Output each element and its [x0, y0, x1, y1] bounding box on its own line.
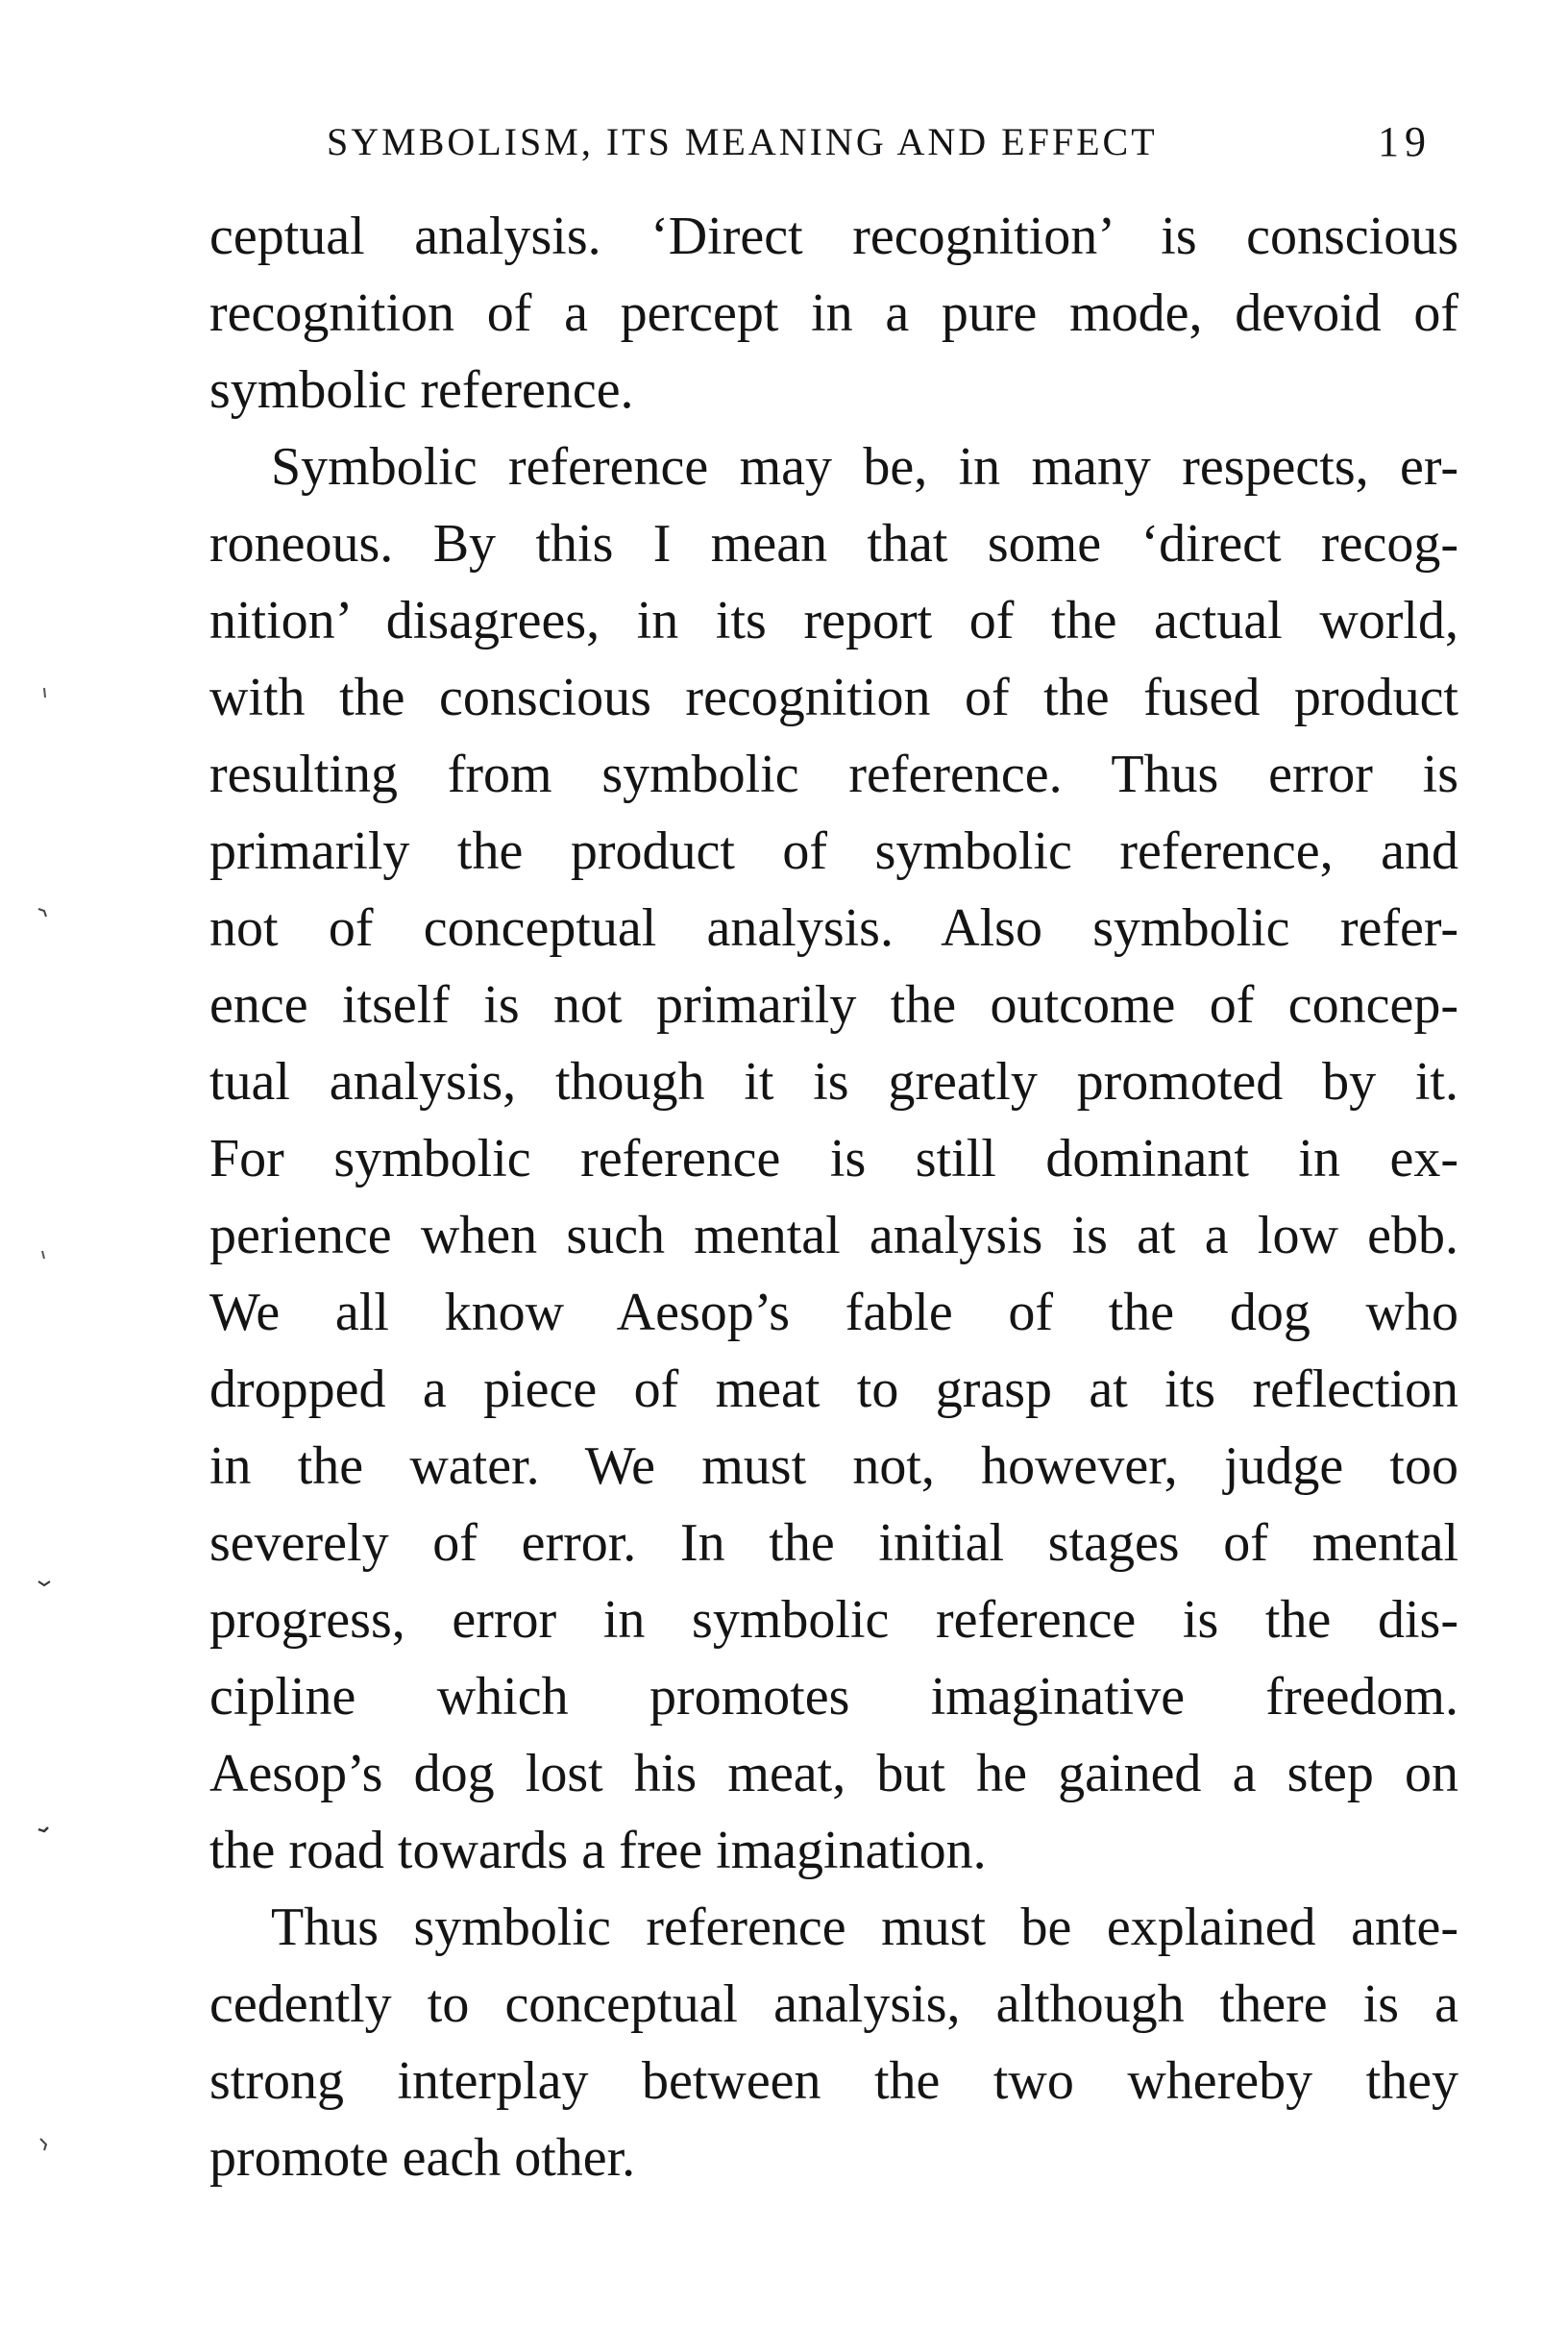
text-line: the road towards a free imagination. [209, 1821, 987, 1880]
body-text [209, 198, 1458, 2196]
text-line: cedently to conceptual analysis, although there is a [209, 1974, 1458, 2034]
text-line: severely of error. In the initial stages of mental [209, 1513, 1458, 1573]
text-line: in the water. We must not, however, judge too [209, 1436, 1458, 1496]
text-line: We all know Aesop’s fable of the dog who [209, 1283, 1458, 1342]
text-line: dropped a piece of meat to grasp at its reflection [209, 1360, 1458, 1419]
ink-speck [37, 684, 52, 703]
text-line: primarily the product of symbolic reference, and [209, 821, 1458, 881]
text-line: with the conscious recognition of the fused product [209, 668, 1458, 727]
text-line: strong interplay between the two whereby they [209, 2051, 1458, 2111]
ink-speck [37, 2135, 52, 2154]
paragraph-1 [209, 198, 1458, 429]
running-title: SYMBOLISM, ITS MEANING AND EFFECT [327, 120, 1158, 163]
text-line: promote each other. [209, 2128, 636, 2188]
text-line: For symbolic reference is still dominant in ex- [209, 1129, 1458, 1188]
text-line: ceptual analysis. ‘Direct recognition’ is conscious [209, 207, 1458, 266]
ink-speck [37, 1576, 52, 1595]
text-line: not of conceptual analysis. Also symbolic refer- [209, 898, 1458, 958]
ink-speck [37, 1249, 52, 1268]
text-line: resulting from symbolic reference. Thus error is [209, 745, 1458, 804]
text-line: roneous. By this I mean that some ‘direct recog- [209, 514, 1458, 574]
text-line: perience when such mental analysis is at a low ebb. [209, 1206, 1458, 1265]
text-line: cipline which promotes imaginative freedom. [209, 1667, 1458, 1727]
paragraph-2 [209, 429, 1458, 1889]
paragraph-3 [209, 1889, 1458, 2196]
text-line: nition’ disagrees, in its report of the actual world, [209, 591, 1458, 650]
page-number: 19 [1378, 118, 1432, 165]
running-head [327, 113, 1460, 171]
text-line: Symbolic reference may be, in many respects, er- [271, 437, 1458, 497]
text-line: recognition of a percept in a pure mode, devoid of [209, 283, 1458, 343]
text-line: tual analysis, though it is greatly promoted by it. [209, 1052, 1458, 1112]
text-line: progress, error in symbolic reference is the dis- [209, 1590, 1458, 1650]
ink-speck [37, 903, 52, 922]
text-line: Thus symbolic reference must be explained ante- [271, 1898, 1458, 1957]
text-line: Aesop’s dog lost his meat, but he gained a step on [209, 1744, 1458, 1803]
text-line: ence itself is not primarily the outcome of concep- [209, 975, 1458, 1035]
margin-specks [0, 0, 77, 2352]
text-line: symbolic reference. [209, 360, 634, 420]
ink-speck [37, 1822, 52, 1841]
